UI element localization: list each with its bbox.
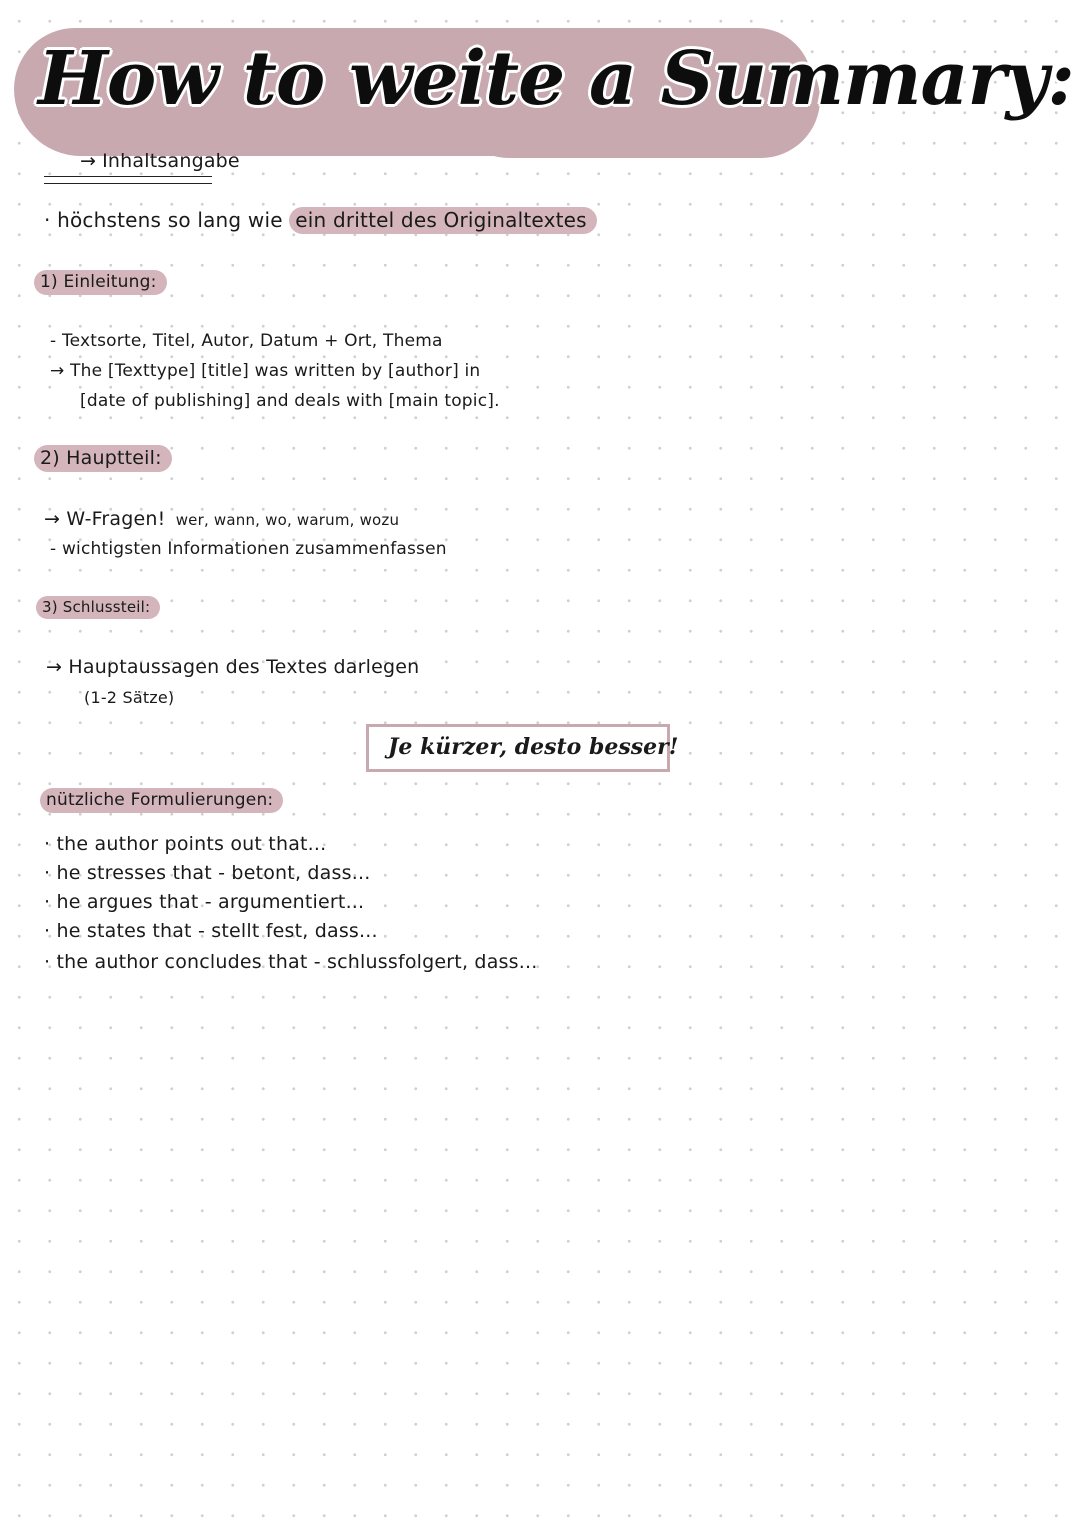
w-fragen-text: → W-Fragen! <box>44 508 166 530</box>
page-title: How to weite a Summary: <box>38 36 1074 122</box>
length-rule-highlight: ein drittel des Originaltextes <box>289 207 597 234</box>
bullet-dot: · <box>44 208 51 232</box>
hauptteil-line-1 <box>44 508 399 530</box>
section-heading-hauptteil: 2) Hauptteil: <box>34 447 172 469</box>
phrase-item: · the author concludes that - schlussfolgert, dass... <box>44 951 538 973</box>
phrases-heading: nützliche Formulierungen: <box>40 790 283 810</box>
length-rule <box>44 208 597 232</box>
schlussteil-line-2: (1-2 Sätze) <box>84 688 175 707</box>
length-rule-text: höchstens so lang wie <box>57 208 283 232</box>
subtitle <box>80 150 240 172</box>
phrase-item: · the author points out that... <box>44 833 327 855</box>
einleitung-line-1: - Textsorte, Titel, Autor, Datum + Ort, Thema <box>50 331 443 351</box>
w-fragen-list: wer, wann, wo, warum, wozu <box>175 511 400 529</box>
schlussteil-line-1: → Hauptaussagen des Textes darlegen <box>46 656 420 678</box>
phrase-item: · he stresses that - betont, dass... <box>44 862 371 884</box>
section-heading-einleitung: 1) Einleitung: <box>34 272 167 292</box>
section-heading-schlussteil: 3) Schlussteil: <box>36 598 160 616</box>
einleitung-line-2: → The [Texttype] [title] was written by [author] in <box>50 361 481 381</box>
phrase-item: · he states that - stellt fest, dass... <box>44 920 378 942</box>
hauptteil-line-2: - wichtigsten Informationen zusammenfassen <box>50 539 447 559</box>
callout-text: Je kürzer, desto besser! <box>388 734 679 760</box>
einleitung-line-3: [date of publishing] and deals with [main topic]. <box>80 391 500 411</box>
subtitle-text: Inhaltsangabe <box>102 150 240 172</box>
subtitle-double-underline <box>44 176 212 184</box>
arrow-right-icon: → <box>80 150 97 172</box>
phrase-item: · he argues that - argumentiert... <box>44 891 365 913</box>
